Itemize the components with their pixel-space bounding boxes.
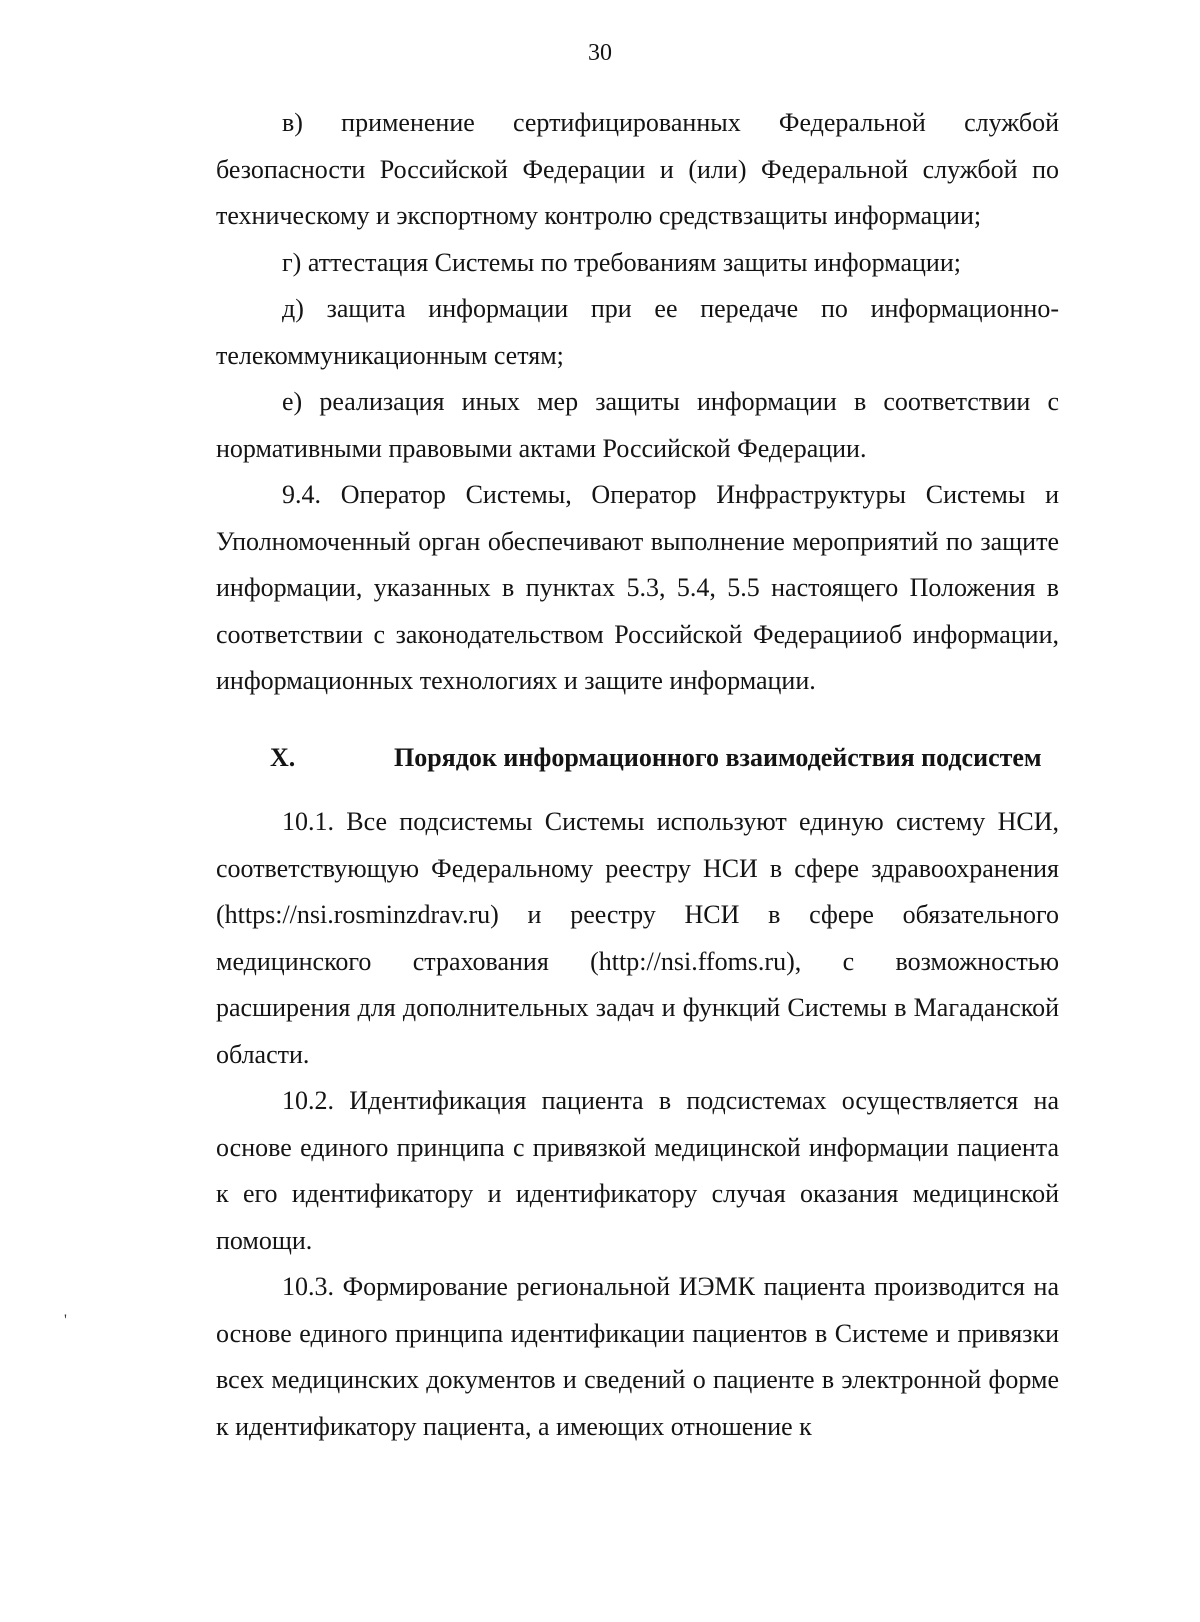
paragraph-item-d: д) защита информации при ее передаче по информационно-телекоммуникационным сетям;: [216, 294, 1059, 370]
document-body: [216, 100, 1059, 1450]
paragraph-item-e: е) реализация иных мер защиты информации в соответствии с нормативными правовыми актами Российской Федерации.: [216, 387, 1059, 463]
paragraph-item-v: в) применение сертифицированных Федеральной службой безопасности Российской Федерации и (или) Федеральной службой по техническому и экспортному контролю средствзащиты информации;: [216, 108, 1059, 230]
section-title: Порядок информационного взаимодействия подсистем: [394, 742, 1042, 772]
paragraph-10-3: 10.3. Формирование региональной ИЭМК пациента производится на основе единого принципа идентификации пациентов в Системе и привязки всех медицинских документов и сведений о пациенте в электронной форме к идентификатору пациента, а имеющих отношение к: [216, 1272, 1059, 1441]
paragraph-item-g: г) аттестация Системы по требованиям защиты информации;: [282, 247, 961, 277]
section-heading: [216, 735, 1059, 782]
paragraph-9-4: 9.4. Оператор Системы, Оператор Инфраструктуры Системы и Уполномоченный орган обеспечивают выполнение мероприятий по защите информации, указанных в пунктах 5.3, 5.4, 5.5 настоящего Положения в соответствии с законодательством Российской Федерацииоб информации, информационных технологиях и защите информации.: [216, 480, 1059, 695]
paragraph-10-1: 10.1. Все подсистемы Системы используют единую систему НСИ, соответствующую Федеральному реестру НСИ в сфере здравоохранения (https://nsi.rosminzdrav.ru) и реестру НСИ в сфере обязательного медицинского страхования (http://nsi.ffoms.ru), с возможностью расширения для дополнительных задач и функций Системы в Магаданской области.: [216, 807, 1059, 1069]
page-number: 30: [588, 40, 612, 66]
paragraph-10-2: 10.2. Идентификация пациента в подсистемах осуществляется на основе единого принципа с привязкой медицинской информации пациента к его идентификатору и идентификатору случая оказания медицинской помощи.: [216, 1086, 1059, 1255]
section-number: X.: [270, 742, 296, 772]
stray-mark: ': [64, 1312, 67, 1329]
